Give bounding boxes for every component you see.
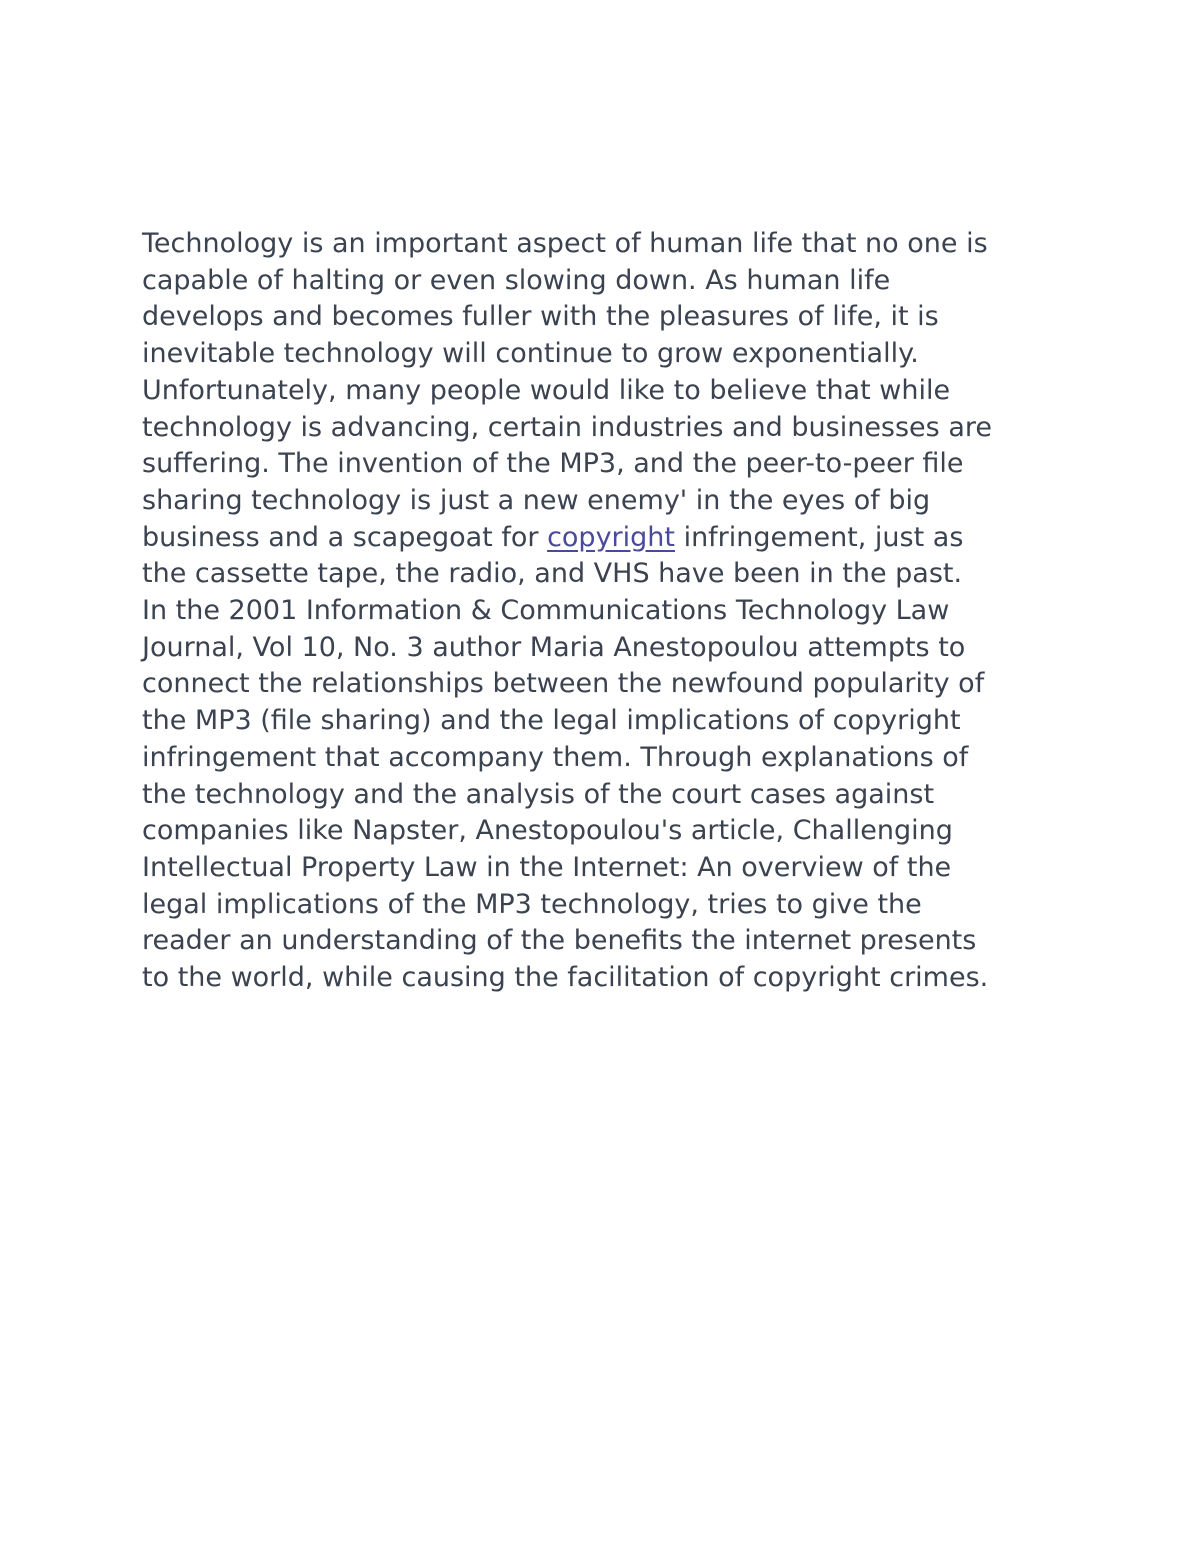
paragraph-line: Journal, Vol 10, No. 3 author Maria Anestopoulou attempts to [142,631,966,663]
paragraph-line: In the 2001 Information & Communications Technology Law [142,595,950,627]
paragraph-line: the cassette tape, the radio, and VHS have been in the past. [142,558,963,590]
paragraph-line: to the world, while causing the facilitation of copyright crimes. [142,962,989,994]
paragraph-line: infringement that accompany them. Through explanations of [142,741,969,773]
paragraph-line: companies like Napster, Anestopoulou's article, Challenging [142,815,953,847]
paragraph-line: Intellectual Property Law in the Internet: An overview of the [142,851,952,883]
paragraph-line: technology is advancing, certain industries and businesses are [142,411,992,443]
line-text-after-link: infringement, just as [674,521,964,553]
paragraph-line: Unfortunately, many people would like to believe that while [142,374,951,406]
paragraph-line: legal implications of the MP3 technology, tries to give the [142,888,922,920]
paragraph-line: connect the relationships between the newfound popularity of [142,668,985,700]
body-paragraph [142,226,1072,997]
paragraph-line: Technology is an important aspect of human life that no one is [142,228,988,259]
paragraph-line: the MP3 (file sharing) and the legal implications of copyright [142,705,961,737]
paragraph-line: the technology and the analysis of the court cases against [142,778,935,810]
paragraph-line: sharing technology is just a new enemy' in the eyes of big [142,484,931,516]
line-text-before-link: business and a scapegoat for [142,521,548,553]
paragraph-line-with-link [142,520,1072,557]
paragraph-line: capable of halting or even slowing down. As human life [142,264,891,296]
copyright-link[interactable]: copyright [547,521,675,553]
paragraph-line: inevitable technology will continue to grow exponentially. [142,338,919,370]
paragraph-line: develops and becomes fuller with the pleasures of life, it is [142,301,939,333]
paragraph-line: suffering. The invention of the MP3, and the peer-to-peer file [142,448,964,480]
paragraph-line: reader an understanding of the benefits the internet presents [142,925,977,957]
